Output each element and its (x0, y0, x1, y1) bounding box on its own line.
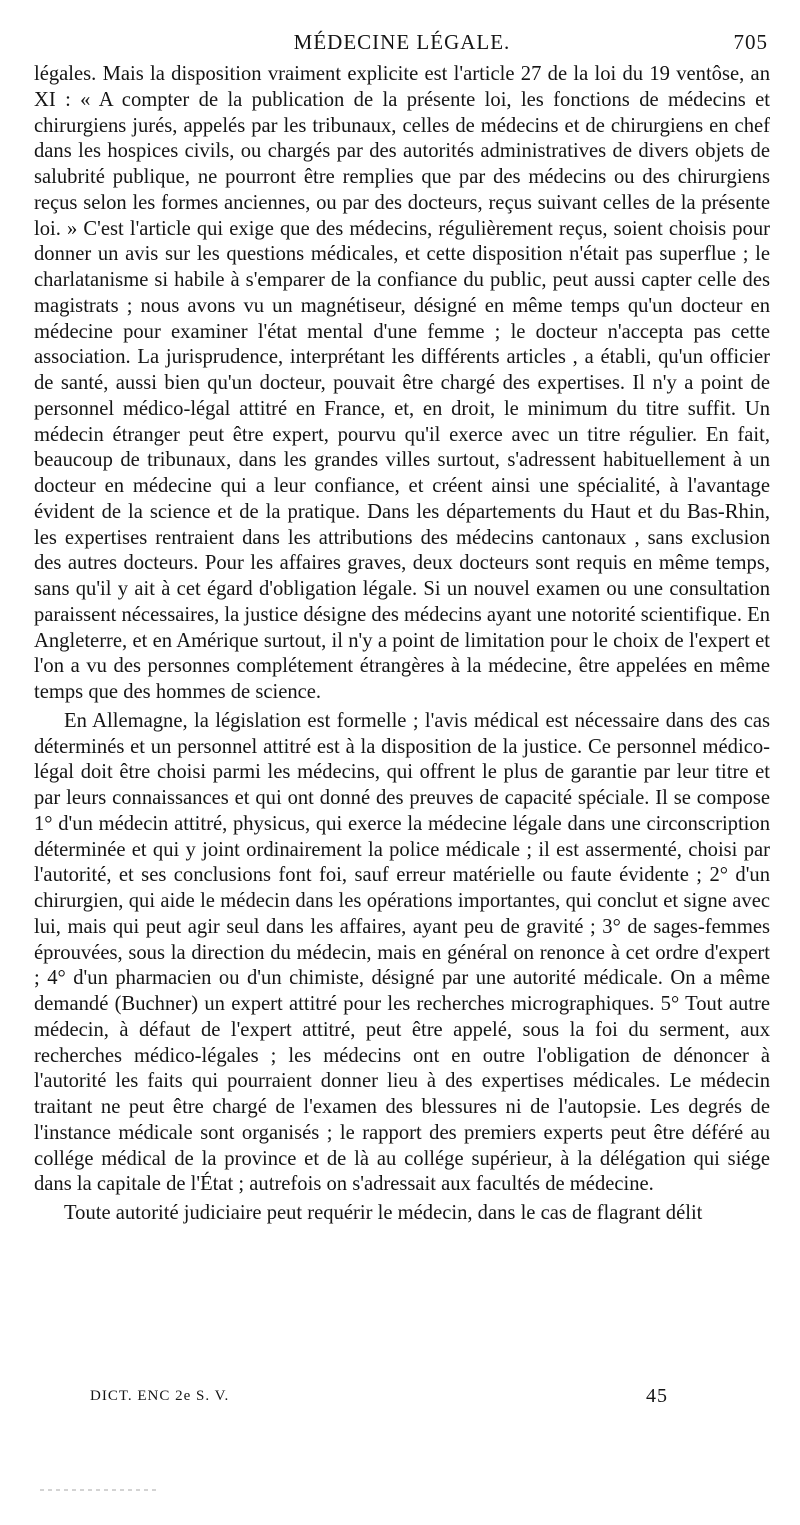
printer-signature: DICT. ENC 2e S. V. (90, 1388, 230, 1404)
running-head (34, 30, 770, 60)
running-title: MÉDECINE LÉGALE. (293, 30, 511, 54)
paragraph-3: Toute autorité judiciaire peut requérir le médecin, dans le cas de flagrant délit (64, 1202, 703, 1224)
scan-smudge (40, 1489, 160, 1491)
page-footer (34, 1385, 770, 1418)
body-text (34, 62, 770, 1227)
paragraph-2: En Allemagne, la législation est formelle ; l'avis médical est nécessaire dans des cas déterminés et un personnel attitré est à la disposition de la justice. Ce personnel médico-légal doit être choisi parmi les médecins, qui offrent le plus de garantie par leur titre et par leurs connaissances et qui ont donné des preuves de capacité spéciale. Il se compose 1° d'un médecin attitré, physicus, qui exerce la médecine légale dans une circonscription déterminée et qui y joint ordinairement la police médicale ; il est assermenté, choisi par l'autorité, et ses conclusions font foi, sauf erreur matérielle ou faute évidente ; 2° d'un chirurgien, qui aide le médecin dans les opérations importantes, qui conclut et signe avec lui, mais qui peut agir seul dans les affaires, ayant peu de gravité ; 3° de sages-femmes éprouvées, sous la direction du médecin, mais en général on renonce à cet ordre d'expert ; 4° d'un pharmacien ou d'un chimiste, désigné par une autorité médicale. On a même demandé (Buchner) un expert attitré pour les recherches micrographiques. 5° Tout autre médecin, à défaut de l'expert attitré, peut être appelé, sous la foi du serment, aux recherches médico-légales ; les médecins ont en outre l'obligation de dénoncer à l'autorité les faits qui pourraient donner lieu à des expertises médicales. Le médecin traitant ne peut être chargé de l'examen des blessures ni de l'autopsie. Les degrés de l'instance médicale sont organisés ; le rapport des premiers experts peut être déféré au collége médical de la province et de là au collége supérieur, à la délégation qui siége dans la capitale de l'État ; autrefois on s'adressait aux facultés de médecine. (34, 709, 770, 1196)
page-number: 705 (733, 30, 768, 54)
signature-number: 45 (646, 1385, 668, 1407)
paragraph-1: légales. Mais la disposition vraiment explicite est l'article 27 de la loi du 19 ventôse, an XI : « A compter de la publication de la présente loi, les fonctions de médecins et chirurgiens jurés, appelés par les tribunaux, celles de médecins et de chirurgiens en chef dans les hospices civils, ou chargés par des autorités administratives de divers objets de salubrité publique, ne pourront être remplies que par des médecins ou des chirurgiens reçus selon les formes anciennes, ou par des docteurs, reçus suivant celles de la présente loi. » C'est l'article qui exige que des médecins, régulièrement reçus, soient choisis pour donner un avis sur les questions médicales, et cette disposition n'était pas superflue ; le charlatanisme si habile à s'emparer de la confiance du public, peut aussi capter celle des magistrats ; nous avons vu un magnétiseur, désigné en même temps qu'un docteur en médecine pour examiner l'état mental d'une femme ; le docteur n'accepta pas cette association. La jurisprudence, interprétant les différents articles , a établi, qu'un officier de santé, aussi bien qu'un docteur, pouvait être chargé des expertises. Il n'y a point de personnel médico-légal attitré en France, et, en droit, le minimum du titre suffit. Un médecin étranger peut être expert, pourvu qu'il exerce avec un titre régulier. En fait, beaucoup de tribunaux, dans les grandes villes surtout, s'adressent habituellement à un docteur en médecine qui a leur confiance, et créent ainsi une spécialité, à l'avantage évident de la science et de la pratique. Dans les départements du Haut et du Bas-Rhin, les expertises rentraient dans les attributions des médecins cantonaux , sans exclusion des autres docteurs. Pour les affaires graves, deux docteurs sont requis en même temps, sans qu'il y ait à cet égard d'obligation légale. Si un nouvel examen ou une consultation paraissent nécessaires, la justice désigne des médecins ayant une notorité scientifique. En Angleterre, et en Amérique surtout, il n'y a point de limitation pour le choix de l'expert et l'on a vu des personnes complétement étrangères à la médecine, être appelées en même temps que des hommes de science. (34, 63, 770, 703)
